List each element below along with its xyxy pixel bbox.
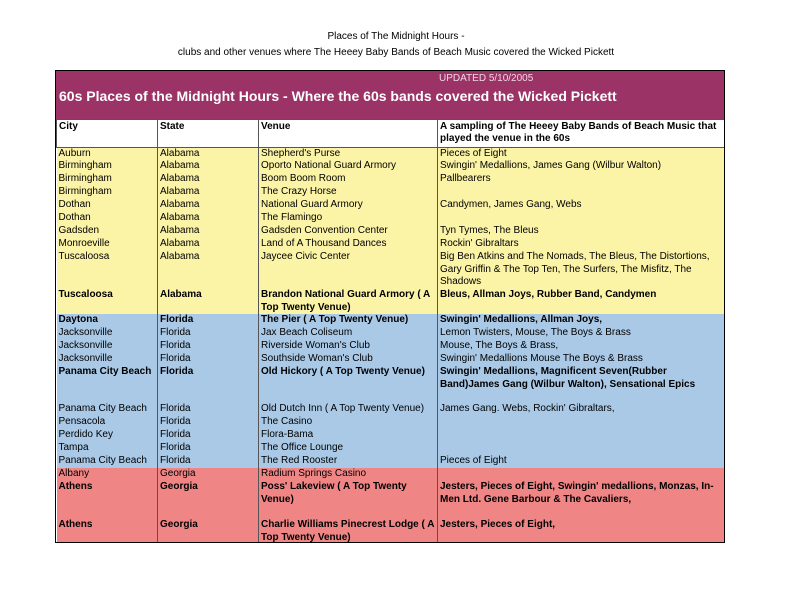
cell-venue: The Pier ( A Top Twenty Venue) [259, 314, 438, 327]
cell-venue: Shepherd's Purse [259, 147, 438, 160]
table-row [57, 403, 725, 416]
venue-rows [57, 147, 725, 543]
cell-state: Florida [158, 327, 259, 340]
cell-bands: James Gang. Webs, Rockin' Gibraltars, [438, 403, 725, 416]
cell-venue: Brandon National Guard Armory ( A Top Twenty Venue) [259, 289, 438, 314]
cell-city: Tuscaloosa [57, 289, 158, 314]
table-row [57, 416, 725, 429]
cell-bands: Rockin' Gibraltars [438, 238, 725, 251]
table-row [57, 225, 725, 238]
cell-city: Birmingham [57, 173, 158, 186]
cell-state: Alabama [158, 186, 259, 199]
column-header-venue: Venue [259, 120, 438, 148]
cell-venue: Radium Springs Casino [259, 468, 438, 481]
cell-city: Gadsden [57, 225, 158, 238]
cell-bands: Jesters, Pieces of Eight, [438, 519, 725, 543]
cell-state: Alabama [158, 225, 259, 238]
cell-bands [438, 212, 725, 225]
table-row [57, 481, 725, 519]
cell-city: Dothan [57, 199, 158, 212]
cell-city: Panama City Beach [57, 403, 158, 416]
table-row [57, 468, 725, 481]
cell-venue: Oporto National Guard Armory [259, 160, 438, 173]
cell-city: Tuscaloosa [57, 251, 158, 289]
cell-state: Alabama [158, 251, 259, 289]
cell-venue: The Flamingo [259, 212, 438, 225]
cell-venue: Old Dutch Inn ( A Top Twenty Venue) [259, 403, 438, 416]
cell-city: Athens [57, 481, 158, 519]
cell-city: Athens [57, 519, 158, 543]
cell-bands [438, 468, 725, 481]
cell-bands: Tyn Tymes, The Bleus [438, 225, 725, 238]
cell-state: Florida [158, 429, 259, 442]
updated-date: UPDATED 5/10/2005 [439, 73, 534, 84]
cell-venue: National Guard Armory [259, 199, 438, 212]
cell-state: Georgia [158, 481, 259, 519]
sheet-heading: 60s Places of the Midnight Hours - Where the 60s bands covered the Wicked Pickett [59, 88, 617, 104]
cell-venue: Gadsden Convention Center [259, 225, 438, 238]
table-row [57, 251, 725, 289]
cell-city: Auburn [57, 147, 158, 160]
cell-bands: Swingin' Medallions, Magnificent Seven(Rubber Band)James Gang (Wilbur Walton), Sensational Epics [438, 366, 725, 403]
table-row [57, 160, 725, 173]
cell-bands: Pieces of Eight [438, 455, 725, 468]
cell-city: Panama City Beach [57, 455, 158, 468]
cell-venue: Boom Boom Room [259, 173, 438, 186]
cell-venue: Southside Woman's Club [259, 353, 438, 366]
cell-venue: Jaycee Civic Center [259, 251, 438, 289]
cell-city: Pensacola [57, 416, 158, 429]
cell-venue: Jax Beach Coliseum [259, 327, 438, 340]
column-header-state: State [158, 120, 259, 148]
cell-venue: Riverside Woman's Club [259, 340, 438, 353]
table-row [57, 212, 725, 225]
cell-state: Florida [158, 442, 259, 455]
table-row [57, 314, 725, 327]
cell-venue: Flora-Bama [259, 429, 438, 442]
table-row [57, 442, 725, 455]
cell-state: Florida [158, 366, 259, 403]
cell-city: Monroeville [57, 238, 158, 251]
cell-bands: Swingin' Medallions, James Gang (Wilbur Walton) [438, 160, 725, 173]
cell-bands: Candymen, James Gang, Webs [438, 199, 725, 212]
cell-bands [438, 442, 725, 455]
cell-state: Alabama [158, 238, 259, 251]
table-row [57, 186, 725, 199]
document-subtitle: clubs and other venues where The Heeey Baby Bands of Beach Music covered the Wicked Pickett [177, 47, 615, 58]
cell-bands: Swingin' Medallions Mouse The Boys & Brass [438, 353, 725, 366]
table-row [57, 455, 725, 468]
cell-venue: Charlie Williams Pinecrest Lodge ( A Top Twenty Venue) [259, 519, 438, 543]
cell-state: Alabama [158, 173, 259, 186]
cell-city: Jacksonville [57, 353, 158, 366]
cell-state: Florida [158, 353, 259, 366]
cell-bands [438, 429, 725, 442]
cell-state: Alabama [158, 212, 259, 225]
cell-venue: The Office Lounge [259, 442, 438, 455]
cell-state: Alabama [158, 147, 259, 160]
venue-sheet [55, 70, 725, 543]
cell-state: Georgia [158, 519, 259, 543]
cell-bands [438, 416, 725, 429]
cell-city: Jacksonville [57, 327, 158, 340]
table-row [57, 353, 725, 366]
cell-state: Georgia [158, 468, 259, 481]
table-header-row [57, 120, 725, 148]
cell-venue: Old Hickory ( A Top Twenty Venue) [259, 366, 438, 403]
cell-bands: Pieces of Eight [438, 147, 725, 160]
table-row [57, 366, 725, 403]
table-row [57, 238, 725, 251]
cell-city: Daytona [57, 314, 158, 327]
cell-state: Florida [158, 455, 259, 468]
cell-state: Alabama [158, 289, 259, 314]
cell-bands: Swingin' Medallions, Allman Joys, [438, 314, 725, 327]
cell-city: Jacksonville [57, 340, 158, 353]
cell-state: Florida [158, 340, 259, 353]
cell-city: Birmingham [57, 186, 158, 199]
cell-city: Tampa [57, 442, 158, 455]
table-row [57, 173, 725, 186]
cell-venue: The Red Rooster [259, 455, 438, 468]
cell-bands: Big Ben Atkins and The Nomads, The Bleus, The Distortions, Gary Griffin & The Top Ten, The Surfers, The Misfitz, The Shadows [438, 251, 725, 289]
cell-bands: Jesters, Pieces of Eight, Swingin' medallions, Monzas, In-Men Ltd. Gene Barbour & The Cavaliers, [438, 481, 725, 519]
table-row [57, 147, 725, 160]
cell-venue: The Crazy Horse [259, 186, 438, 199]
cell-state: Florida [158, 314, 259, 327]
cell-bands: Lemon Twisters, Mouse, The Boys & Brass [438, 327, 725, 340]
cell-state: Alabama [158, 199, 259, 212]
cell-venue: The Casino [259, 416, 438, 429]
cell-bands: Pallbearers [438, 173, 725, 186]
sheet-banner [56, 71, 724, 119]
table-row [57, 327, 725, 340]
cell-venue: Poss' Lakeview ( A Top Twenty Venue) [259, 481, 438, 519]
cell-bands [438, 186, 725, 199]
cell-bands: Mouse, The Boys & Brass, [438, 340, 725, 353]
cell-city: Birmingham [57, 160, 158, 173]
column-header-city: City [57, 120, 158, 148]
cell-city: Panama City Beach [57, 366, 158, 403]
table-row [57, 340, 725, 353]
cell-state: Alabama [158, 160, 259, 173]
cell-bands: Bleus, Allman Joys, Rubber Band, Candymen [438, 289, 725, 314]
cell-city: Dothan [57, 212, 158, 225]
cell-venue: Land of A Thousand Dances [259, 238, 438, 251]
document-title: Places of The Midnight Hours - [327, 31, 465, 42]
table-row [57, 519, 725, 543]
cell-state: Florida [158, 416, 259, 429]
column-header-bands: A sampling of The Heeey Baby Bands of Beach Music that played the venue in the 60s [438, 120, 725, 148]
table-row [57, 429, 725, 442]
cell-city: Albany [57, 468, 158, 481]
cell-state: Florida [158, 403, 259, 416]
table-row [57, 289, 725, 314]
cell-city: Perdido Key [57, 429, 158, 442]
table-row [57, 199, 725, 212]
venue-table [56, 119, 725, 543]
